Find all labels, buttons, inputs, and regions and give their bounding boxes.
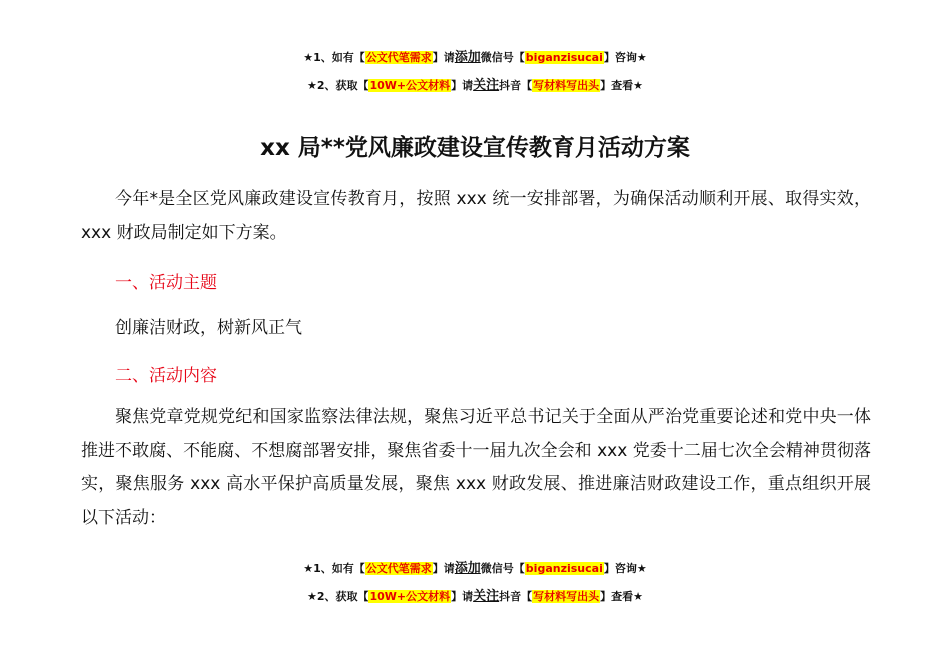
banner-highlight: 写材料写出头 <box>533 79 600 92</box>
top-banner-line-2 <box>0 78 950 94</box>
banner-text: 】请 <box>432 562 455 575</box>
banner-text: 抖音【 <box>499 590 533 603</box>
banner-text: 微信号【 <box>480 51 525 64</box>
section-theme-body: 创廉洁财政，树新风正气 <box>115 318 302 338</box>
banner-highlight: biganzisucai <box>525 562 603 575</box>
banner-text: 微信号【 <box>480 562 525 575</box>
banner-text: 】查看★ <box>600 79 644 92</box>
banner-highlight: 公文代笔需求 <box>365 51 432 64</box>
banner-text: 】咨询★ <box>603 51 647 64</box>
banner-text: 】请 <box>451 590 474 603</box>
bottom-banner-line-1 <box>0 561 950 577</box>
banner-highlight: 10W+公文材料 <box>369 79 451 92</box>
banner-highlight: 公文代笔需求 <box>365 562 432 575</box>
banner-text: 】请 <box>432 51 455 64</box>
document-title: xx 局**党风廉政建设宣传教育月活动方案 <box>260 135 690 161</box>
banner-text: ★1、如有【 <box>303 51 365 64</box>
intro-paragraph: 今年*是全区党风廉政建设宣传教育月，按照 xxx 统一安排部署，为确保活动顺利开展、取得实效，xxx 财政局制定如下方案。 <box>81 189 871 243</box>
banner-text: ★2、获取【 <box>306 79 369 92</box>
banner-underline: 添加 <box>454 561 481 576</box>
banner-underline: 添加 <box>454 50 481 65</box>
banner-highlight: 写材料写出头 <box>533 590 600 603</box>
banner-text: ★1、如有【 <box>303 562 365 575</box>
section-content-body: 聚焦党章党规党纪和国家监察法律法规，聚焦习近平总书记关于全面从严治党重要论述和党中央一体推进不敢腐、不能腐、不想腐部署安排，聚焦省委十一届九次全会和 xxx 党委十二届七次全会精神贯彻落实，聚焦服务 xxx 高水平保护高质量发展，聚焦 xxx 财政发展、推进廉洁财政建设工作，重点组织开展以下活动： <box>81 407 871 528</box>
banner-highlight: biganzisucai <box>525 51 603 64</box>
banner-highlight: 10W+公文材料 <box>369 590 451 603</box>
banner-text: 】查看★ <box>600 590 644 603</box>
banner-underline: 关注 <box>473 78 500 93</box>
banner-underline: 关注 <box>473 589 500 604</box>
banner-text: ★2、获取【 <box>306 590 369 603</box>
section-heading-content: 二、活动内容 <box>115 366 217 386</box>
banner-text: 抖音【 <box>499 79 533 92</box>
bottom-banner-line-2 <box>0 589 950 605</box>
section-heading-theme: 一、活动主题 <box>115 273 217 293</box>
banner-text: 】咨询★ <box>603 562 647 575</box>
banner-text: 】请 <box>451 79 474 92</box>
top-banner-line-1 <box>0 50 950 66</box>
